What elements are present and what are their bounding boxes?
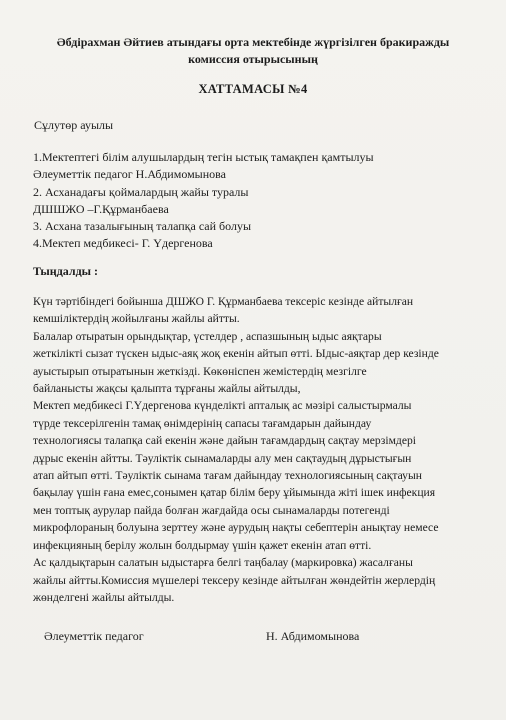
header-line-1: Әбдірахман Әйтиев атындағы орта мектебінде жүргізілген бракиражды (56, 35, 450, 49)
body-line: жеткілікті сызат түскен ыдыс-аяқ жоқ екенін айтып өтті. Ыдыс-аяқтар дер кезінде (33, 347, 439, 361)
body-line: микрофлораның болуына зерттеу және аурудың нақты себептерін анықтау немесе (33, 521, 439, 535)
body-line: дұрыс екенін айтты. Тәуліктік сынамаларды алу мен сақтаудың дұрыстығын (33, 451, 412, 465)
agenda-item: 3. Асхана тазалығының талапқа сай болуы (33, 219, 252, 234)
body-line: кемшіліктердің жойылғаны жайлы айтты. (33, 312, 240, 326)
body-line: жөнделгені жайлы айтылды. (33, 590, 175, 604)
agenda-item: ДШШЖО –Г.Құрманбаева (33, 201, 169, 216)
document-header (20, 34, 486, 68)
agenda-list (33, 149, 483, 253)
body-line: Мектеп медбикесі Г.Үдергенова күнделікті апталық ас мәзірі салыстырмалы (33, 399, 412, 413)
body-line: байланысты жақсы қалыпта тұрғаны жайлы айтылды, (33, 382, 301, 396)
body-line: ауыстырып отыратынын жеткізді. Көкөніспен жемістердің мезгілге (33, 364, 367, 378)
listened-heading: Тыңдалды : (33, 264, 99, 278)
body-line: инфекцияның берілу жолын болдырмау үшін қажет екенін атап өтті. (33, 538, 372, 552)
signature-name: Н. Абдимомынова (266, 629, 360, 643)
document-title: ХАТТАМАСЫ №4 (198, 82, 308, 96)
signature-role: Әлеуметтік педагог (44, 629, 144, 643)
minutes-body (33, 293, 481, 606)
body-line: түрде тексерілгенін тамақ өнімдерінің сапасы тағамдарын дайындау (33, 416, 372, 430)
body-line: мен топтық аурулар пайда болған жағдайда осы сынамаларды потегенді (33, 503, 390, 517)
agenda-item: 1.Мектептегі білім алушылардың тегін ыстық тамақпен қамтылуы (33, 150, 374, 164)
agenda-item: Әлеуметтік педагог Н.Абдимомынова (33, 167, 226, 182)
body-line: бақылау үшін ғана емес,сонымен қатар білім беру ұйымында жіті ішек инфекция (33, 486, 436, 500)
header-line-2: комиссия отырысының (188, 52, 318, 66)
body-line: жайлы айтты.Комиссия мүшелері тексеру кезінде айтылған жөндейтін жерлердің (33, 573, 436, 587)
body-line: Ас қалдықтарын салатын ыдыстарға белгі таңбалау (маркировка) жасалғаны (33, 556, 413, 570)
place-name: Сұлутөр ауылы (34, 118, 114, 132)
agenda-item: 4.Мектеп медбикесі- Г. Үдергенова (33, 236, 213, 251)
body-line: атап айтып өтті. Тәуліктік сынама тағам дайындау технологиясының сақтауын (33, 469, 422, 483)
body-line: Күн тәртібіндегі бойынша ДШЖО Г. Құрманбаева тексеріс кезінде айтылған (33, 295, 414, 308)
agenda-item: 2. Асханадағы қоймалардың жайы туралы (33, 184, 249, 199)
body-line: Балалар отыратын орындықтар, үстелдер , аспазшының ыдыс аяқтары (33, 329, 382, 343)
body-line: технологиясы талапқа сай екенін және дайын тағамдардың сақтау мерзімдері (33, 434, 416, 448)
